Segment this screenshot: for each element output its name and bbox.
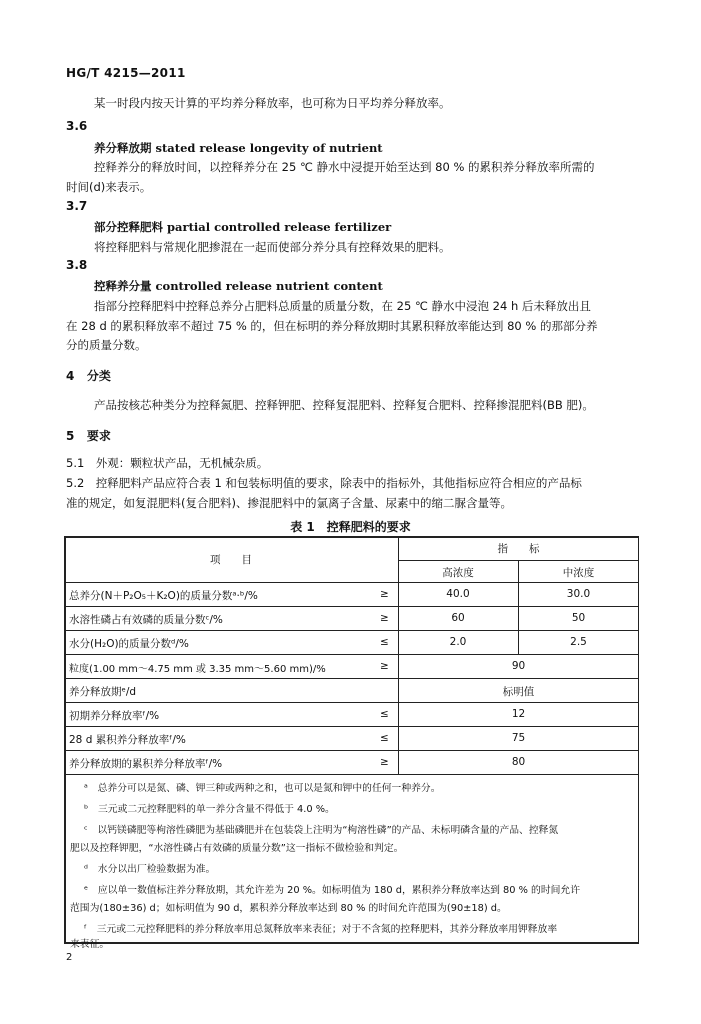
row-mid: 50 (571, 612, 586, 624)
row-item: 水分(H₂O)的质量分数ᵈ/% (69, 638, 189, 650)
term-cn: 养分释放期 (94, 141, 152, 155)
term-cn: 部分控释肥料 (94, 220, 163, 234)
row-value: 90 (511, 660, 526, 672)
term-en: stated release longevity of nutrient (155, 141, 383, 155)
clause-number: 3.8 (66, 258, 88, 272)
term-heading (94, 278, 383, 294)
section-title: 要求 (86, 429, 111, 443)
clause-number: 3.7 (66, 199, 88, 213)
row-item: 水溶性磷占有效磷的质量分数ᶜ/% (69, 614, 223, 626)
section-heading (66, 367, 111, 384)
page-number: 2 (66, 952, 73, 963)
term-cn: 控释养分量 (94, 279, 152, 293)
footnote-f: ᶠ 三元或二元控释肥料的养分释放率用总氮释放率来表征；对于不含氮的控释肥料，其养分释放率用钾释放率 (84, 924, 558, 935)
text-line: 产品按核芯种类分为控释氮肥、控释钾肥、控释复混肥料、控释复合肥料、控释掺混肥料(BB 肥)。 (94, 398, 594, 412)
footnote-c-cont: 肥以及控释钾肥，“水溶性磷占有效磷的质量分数”这一指标不做检验和判定。 (70, 843, 404, 854)
row-operator: ≤ (380, 732, 389, 744)
text-line: 5.2 控释肥料产品应符合表 1 和包装标明值的要求，除表中的指标外，其他指标应符合相应的产品标 (66, 476, 582, 490)
section-number: 4 (66, 369, 75, 383)
text-line: 准的规定，如复混肥料(复合肥料)、掺混肥料中的氯离子含量、尿素中的缩二脲含量等。 (66, 496, 512, 510)
term-en: partial controlled release fertilizer (167, 220, 392, 234)
section-heading (66, 427, 111, 444)
row-operator: ≥ (380, 756, 389, 768)
row-item: 粒度(1.00 mm～4.75 mm 或 3.35 mm～5.60 mm)/% (69, 664, 326, 675)
row-item: 养分释放期的累积养分释放率ᶠ/% (69, 758, 223, 770)
row-high: 40.0 (446, 588, 470, 600)
text-line: 在 28 d 的累积释放率不超过 75 % 的，但在标明的养分释放期时其累积释放率能达到 80 % 的那部分养 (66, 319, 598, 333)
term-en: controlled release nutrient content (155, 279, 383, 293)
clause-number: 3.6 (66, 119, 88, 133)
header-high: 高浓度 (442, 567, 474, 579)
footnote-f-cont: 来表征。 (70, 939, 110, 950)
row-item: 总养分(N＋P₂O₅＋K₂O)的质量分数ᵃ·ᵇ/% (69, 590, 258, 602)
row-operator: ≥ (380, 612, 389, 624)
footnote-a: ᵃ 总养分可以是氮、磷、钾三种或两种之和，也可以是氮和钾中的任何一种养分。 (84, 783, 441, 794)
row-value: 75 (511, 732, 526, 744)
header-mid: 中浓度 (562, 567, 595, 579)
table-number: 表 1 (290, 520, 315, 534)
footnote-d: ᵈ 水分以出厂检验数据为准。 (84, 864, 216, 875)
row-item: 28 d 累积养分释放率ᶠ/% (69, 734, 186, 746)
row-value: 标明值 (502, 686, 535, 698)
text-line: 某一时段内按天计算的平均养分释放率，也可称为日平均养分释放率。 (94, 96, 451, 110)
text-line: 分的质量分数。 (66, 338, 147, 352)
row-operator: ≥ (380, 660, 389, 672)
row-operator: ≥ (380, 588, 389, 600)
footnote-b: ᵇ 三元或二元控释肥料的单一养分含量不得低于 4.0 %。 (84, 804, 335, 815)
row-high: 2.0 (449, 636, 467, 648)
text-line: 将控释肥料与常规化肥掺混在一起而使部分养分具有控释效果的肥料。 (94, 240, 451, 254)
text-line: 指部分控释肥料中控释总养分占肥料总质量的质量分数，在 25 ℃ 静水中浸泡 24 h 后未释放出且 (94, 299, 591, 313)
footnote-e: ᵉ 应以单一数值标注养分释放期，其允许差为 20 %。如标明值为 180 d，累积养分释放率达到 80 % 的时间允许 (84, 885, 581, 896)
row-high: 60 (451, 612, 465, 624)
row-value: 12 (511, 708, 526, 720)
footnote-e-cont: 范围为(180±36) d；如标明值为 90 d，累积养分释放率达到 80 % 的时间允许范围为(90±18) d。 (70, 903, 507, 914)
text-line: 时间(d)来表示。 (66, 180, 152, 194)
section-title: 分类 (86, 369, 111, 383)
row-value: 80 (511, 756, 526, 768)
doc-header: HG/T 4215—2011 (66, 66, 186, 80)
row-operator: ≤ (380, 636, 389, 648)
table-caption (0, 518, 701, 535)
header-index: 指 标 (497, 543, 540, 555)
section-number: 5 (66, 429, 75, 443)
row-item: 初期养分释放率ᶠ/% (69, 710, 160, 722)
table-title: 控释肥料的要求 (326, 520, 411, 534)
row-mid: 2.5 (570, 636, 587, 648)
term-heading (94, 140, 383, 156)
row-item: 养分释放期ᵉ/d (69, 686, 137, 698)
footnote-c: ᶜ 以钙镁磷肥等枸溶性磷肥为基础磷肥并在包装袋上注明为“枸溶性磷”的产品、未标明磷含量的产品、控释氮 (84, 825, 559, 836)
term-heading (94, 219, 391, 235)
row-operator: ≤ (380, 708, 389, 720)
row-mid: 30.0 (566, 588, 591, 600)
text-line: 5.1 外观：颗粒状产品，无机械杂质。 (66, 456, 269, 470)
header-item: 项 目 (210, 554, 252, 566)
text-line: 控释养分的释放时间，以控释养分在 25 ℃ 静水中浸提开始至达到 80 % 的累积养分释放率所需的 (94, 160, 595, 174)
